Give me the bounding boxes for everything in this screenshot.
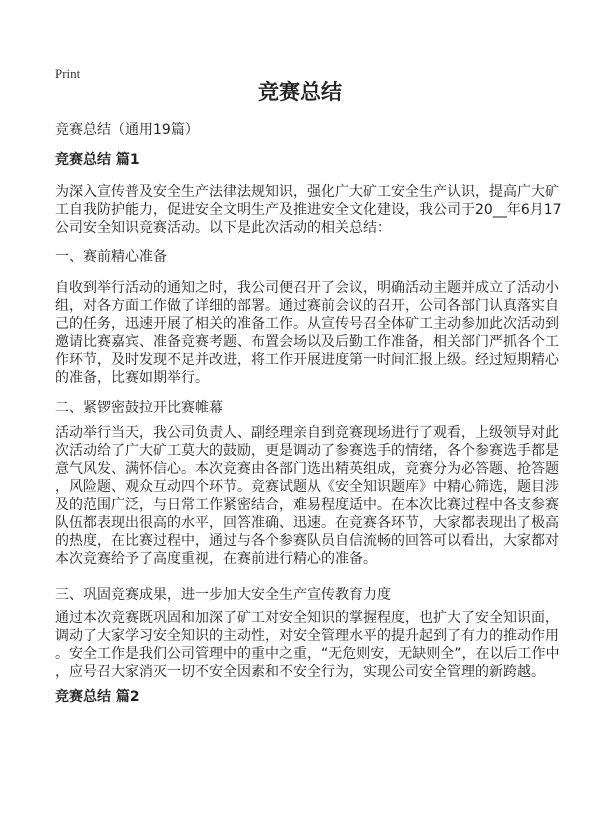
section-heading-1: 竞赛总结 篇1 — [55, 152, 140, 168]
paragraph-line: 作环节，及时发现不足并改进，将工作开展进度第一时间汇报上级。经过短期精心 — [55, 352, 559, 368]
paragraph-line: 本次竞赛给予了高度重视，在赛前进行精心的准备。 — [55, 551, 377, 567]
paragraph-line: 队伍都表现出很高的水平，回答准确、迅速。在竞赛各环节，大家都表现出了极高 — [55, 515, 559, 531]
paragraph-line: 。安全工作是我们公司管理中的重中之重，“无危则安，无缺则全”，在以后工作中 — [55, 646, 560, 662]
part1-paragraph — [55, 279, 559, 387]
paragraph-line: 己的任务，迅速开展了相关的准备工作。从宣传号召全体矿工主动参加此次活动到 — [55, 316, 559, 332]
paragraph-line: 次活动给了广大矿工莫大的鼓励，更是调动了参赛选手的情绪，各个参赛选手都是 — [55, 443, 559, 459]
paragraph-line: 邀请比赛嘉宾、准备竞赛考题、布置会场以及后勤工作准备，相关部门严抓各个工 — [55, 334, 559, 350]
paragraph-line: 工自我防护能力，促进安全文明生产及推进安全文化建设，我公司于20__年6月17 — [55, 202, 562, 218]
paragraph-line: ，应号召大家消灭一切不安全因素和不安全行为，实现公司安全管理的新跨越。 — [55, 664, 545, 680]
paragraph-line: 组，对各方面工作做了详细的部署。通过赛前会议的召开，公司各部门认真落实自 — [55, 298, 559, 314]
paragraph-line: 通过本次竞赛既巩固和加深了矿工对安全知识的掌握程度，也扩大了安全知识面， — [55, 610, 559, 626]
intro-paragraph — [55, 183, 562, 237]
paragraph-line: 调动了大家学习安全知识的主动性，对安全管理水平的提升起到了有力的推动作用 — [55, 628, 559, 644]
paragraph-line: 为深入宣传普及安全生产法律法规知识，强化广大矿工安全生产认识，提高广大矿 — [55, 184, 559, 200]
paragraph-line: 活动举行当天，我公司负责人、副经理亲自到竞赛现场进行了观看，上级领导对此 — [55, 425, 559, 441]
part2-paragraph — [55, 424, 559, 568]
paragraph-line: 公司安全知识竞赛活动。以下是此次活动的相关总结： — [55, 220, 391, 236]
paragraph-line: 的准备，比赛如期举行。 — [55, 370, 209, 386]
paragraph-line: 自收到举行活动的通知之时，我公司便召开了会议，明确活动主题并成立了活动小 — [55, 280, 559, 296]
paragraph-line: 及的范围广泛，与日常工作紧密结合，难易程度适中。在本次比赛过程中各支参赛 — [55, 497, 559, 513]
part3-paragraph — [55, 609, 560, 681]
part1-heading: 一、赛前精心准备 — [55, 249, 167, 265]
paragraph-line: 的热度，在比赛过程中，通过与各个参赛队员自信流畅的回答可以看出，大家都对 — [55, 533, 559, 549]
part3-heading: 三、巩固竞赛成果，进一步加大安全生产宣传教育力度 — [55, 587, 391, 603]
section-heading-2: 竞赛总结 篇2 — [55, 689, 140, 705]
paragraph-line: 意气风发、满怀信心。本次竞赛由各部门选出精英组成，竞赛分为必答题、抢答题 — [55, 461, 559, 477]
paragraph-line: ，风险题、观众互动四个环节。竞赛试题从《安全知识题库》中精心筛选，题目涉 — [55, 479, 559, 495]
page-title: 竞赛总结 — [258, 80, 342, 104]
document-subtitle: 竞赛总结（通用19篇） — [55, 122, 199, 138]
print-link[interactable]: Print — [55, 66, 81, 81]
part2-heading: 二、紧锣密鼓拉开比赛帷幕 — [55, 400, 223, 416]
